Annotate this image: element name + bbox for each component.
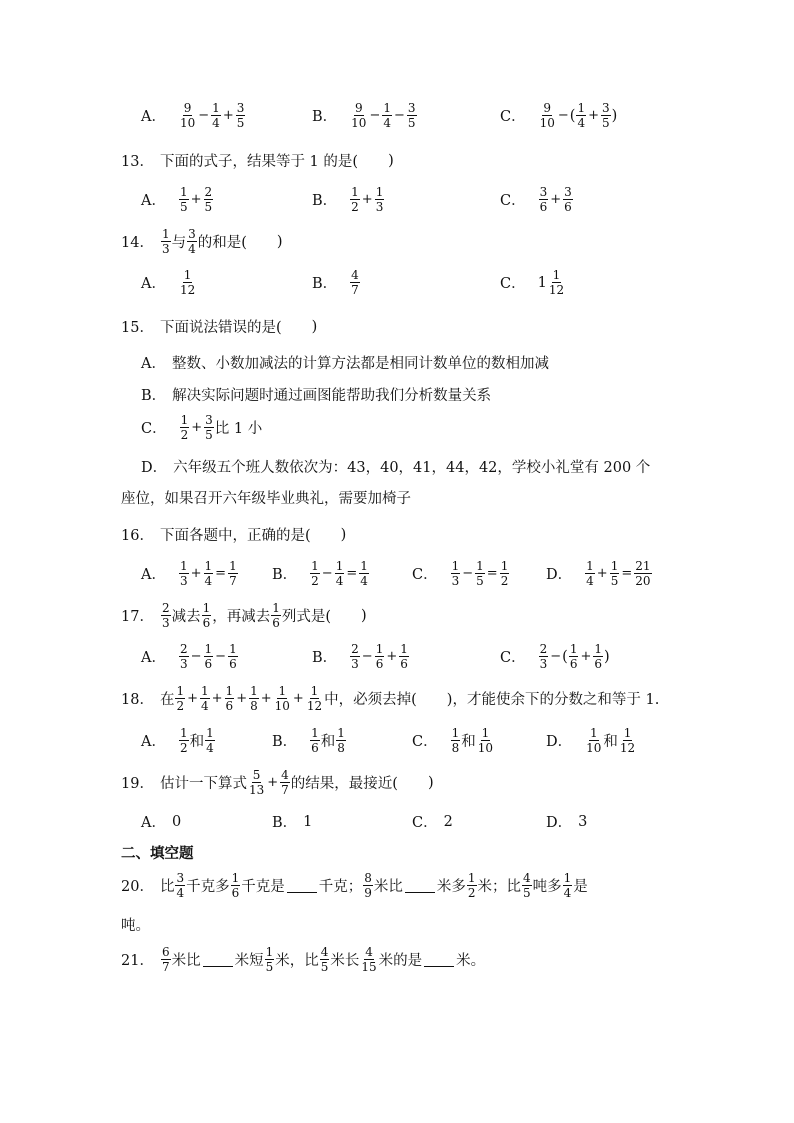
fraction: 8 9 [364, 871, 372, 900]
operator: − [190, 649, 202, 664]
fraction: 1 2 [176, 684, 185, 713]
option-label: B． [141, 388, 167, 404]
question-text: ，再减去 [212, 609, 271, 625]
right-paren: ) [611, 107, 618, 124]
option-label: A． [141, 109, 166, 125]
operator: + [580, 649, 592, 664]
question-text: 千克； [318, 879, 363, 895]
operator: + [267, 775, 279, 790]
fraction: $\frac{1}{6}$ [204, 642, 213, 671]
option-label: C． [500, 276, 526, 292]
fraction: 1 5 [179, 185, 188, 214]
fraction: 1 3 [179, 559, 188, 588]
q16-option-a[interactable] [141, 560, 239, 587]
question-text: 米比 [171, 953, 201, 969]
fraction: 2 3 [351, 642, 359, 671]
option-text: 整数、小数加减法的计算方法都是相同计数单位的数相加减 [171, 356, 549, 372]
fraction: $\frac{1}{5}$ [610, 559, 619, 588]
operator: − [462, 566, 474, 581]
question-text: 是 [573, 879, 588, 895]
option-label: C． [412, 734, 438, 750]
q13-option-b[interactable] [312, 186, 385, 213]
q15-option-d-continued [121, 487, 411, 508]
fraction: $\frac{3}{6}$ [564, 185, 572, 214]
fraction: $\frac{1}{4}$ [383, 101, 391, 130]
close-paren: ) [388, 152, 394, 169]
question-text: 米；比 [477, 879, 522, 895]
fraction: 1 6 [202, 601, 211, 630]
option-label: A． [141, 734, 166, 750]
operator: + [211, 691, 223, 706]
whole-number: 1 [537, 274, 547, 291]
fill-blank[interactable] [287, 878, 317, 893]
question-text: 吨多 [532, 879, 562, 895]
close-paren: ) [276, 233, 283, 250]
q19-option-a[interactable] [141, 811, 181, 832]
fraction: 1 12 [548, 268, 565, 297]
fraction: $\frac{3}{5}$ [407, 101, 416, 130]
fraction: 4 7 [351, 268, 359, 297]
q16-option-b[interactable] [272, 560, 370, 587]
question-text: 米短 [234, 953, 264, 969]
option-text: 比 1 小 [214, 421, 263, 437]
question-text: 米比 [373, 879, 403, 895]
fraction: 2 3 [539, 642, 548, 671]
option-label: C． [500, 193, 526, 209]
operator: − [557, 108, 569, 123]
question-text: 估计一下算式 [159, 776, 247, 792]
fraction: 9 10 [351, 101, 367, 130]
fraction: 3 4 [176, 871, 185, 900]
fraction: 1 8 [451, 726, 460, 755]
fraction: $\frac{1}{5}$ [476, 559, 484, 588]
fraction: 1 8 [337, 726, 345, 755]
operator: − [369, 108, 381, 123]
option-label: A． [141, 650, 166, 666]
operator: + [292, 691, 304, 706]
operator: − [321, 566, 333, 581]
question-text: 的结果，最接近( [290, 776, 398, 792]
question-number: 16． [121, 528, 154, 544]
fraction: 4 5 [523, 871, 531, 900]
operator: + [588, 108, 600, 123]
option-label: A． [141, 567, 166, 583]
option-label: C． [141, 421, 167, 437]
operator: − [361, 649, 373, 664]
question-text: 千克多 [186, 879, 230, 895]
operator: − [198, 108, 210, 123]
option-label: A． [141, 356, 166, 372]
q21-stem [121, 946, 485, 973]
fraction: 9 10 [179, 101, 196, 130]
option-text: 1 [303, 813, 313, 830]
question-text: 列式是( [281, 609, 332, 625]
option-label: D． [546, 815, 573, 831]
operator: + [386, 649, 398, 664]
operator: + [596, 566, 608, 581]
option-text: 座位，如果召开六年级毕业典礼，需要加椅子 [121, 491, 411, 507]
q12-option-a[interactable] [141, 102, 246, 129]
question-text: 比 [159, 879, 175, 895]
operator: − [550, 649, 562, 664]
question-text: 在 [159, 692, 175, 708]
question-text: 下面的式子，结果等于 1 的是( [159, 154, 359, 170]
option-label: B． [312, 193, 338, 209]
fraction: 1 2 [467, 871, 476, 900]
fraction: $\frac{2}{5}$ [204, 185, 213, 214]
fraction: 1 10 [586, 726, 602, 755]
q18-option-a[interactable] [141, 727, 216, 754]
operator: + [187, 691, 198, 706]
option-label: C． [500, 650, 526, 666]
equals-sign: = [215, 566, 227, 581]
question-text: 千克是 [241, 879, 285, 895]
q17-option-a[interactable] [141, 643, 239, 670]
fraction: 1 2 [180, 413, 189, 442]
fraction: 1 6 [231, 871, 240, 900]
q17-option-b[interactable] [312, 643, 410, 670]
equals-sign: = [346, 566, 358, 581]
option-label: A． [141, 815, 166, 831]
equals-sign: = [621, 566, 633, 581]
fraction: $\frac{1}{4}$ [204, 559, 213, 588]
q15-option-c[interactable] [141, 414, 262, 441]
fraction: $\frac{1}{4}$ [201, 684, 209, 713]
fraction: 1 2 [179, 726, 188, 755]
fraction: 1 6 [569, 642, 578, 671]
question-text: 的和是( [197, 235, 247, 251]
q13-option-c[interactable] [500, 186, 574, 213]
fraction: $\frac{1}{6}$ [229, 642, 237, 671]
fraction: $\frac{1}{8}$ [250, 684, 258, 713]
question-text: 下面各题中，正确的是( [159, 528, 311, 544]
option-label: B． [272, 734, 298, 750]
operator: + [190, 566, 202, 581]
fraction: 1 5 [265, 945, 274, 974]
q15-option-a[interactable] [141, 352, 549, 373]
question-text: )，才能使余下的分数之和等于 1. [446, 692, 660, 708]
q16-option-d[interactable] [546, 560, 653, 587]
fill-blank[interactable] [203, 952, 233, 967]
fraction: 1 2 [351, 185, 359, 214]
question-number: 20． [121, 879, 154, 895]
left-paren: ( [562, 648, 568, 665]
fraction: 1 4 [563, 871, 572, 900]
fraction: 1 2 [311, 559, 319, 588]
q19-stem [121, 769, 434, 796]
q15-option-d[interactable] [141, 456, 650, 477]
fraction: 4 15 [361, 945, 377, 974]
q16-stem [121, 524, 346, 545]
option-text: 和 [189, 734, 205, 750]
question-text: 吨。 [121, 918, 150, 934]
fraction: 1 4 [586, 559, 594, 588]
fraction: $\frac{1}{7}$ [229, 559, 237, 588]
q18-option-c[interactable] [412, 727, 495, 754]
option-label: A． [141, 276, 166, 292]
option-text: 六年级五个班人数依次为：43，40，41，44，42，学校小礼堂有 200 个 [173, 460, 651, 476]
question-text: 米，比 [275, 953, 319, 969]
option-label: D． [546, 734, 573, 750]
operator: − [393, 108, 405, 123]
q12-option-b[interactable] [312, 102, 418, 129]
fraction: $\frac{1}{3}$ [375, 185, 384, 214]
fraction: 1 6 [311, 726, 319, 755]
question-number: 15． [121, 320, 154, 336]
q14-option-b[interactable] [312, 269, 361, 296]
option-label: B． [312, 109, 338, 125]
fraction: 1 3 [451, 559, 460, 588]
question-number: 17． [121, 609, 154, 625]
fraction: $\frac{1}{4}$ [360, 559, 368, 588]
fraction: $\frac{1}{6}$ [225, 684, 234, 713]
operator: − [215, 649, 227, 664]
option-text: 和 [461, 734, 476, 750]
fraction: 9 10 [539, 101, 555, 130]
fraction: $\frac{3}{5}$ [236, 101, 245, 130]
fraction: 1 6 [272, 601, 280, 630]
q14-option-c[interactable] [500, 269, 566, 296]
q19-option-d[interactable] [546, 811, 587, 832]
q15-option-b[interactable] [141, 384, 491, 405]
question-number: 18． [121, 692, 154, 708]
q13-option-a[interactable] [141, 186, 214, 213]
q18-option-b[interactable] [272, 727, 347, 754]
close-paren: ) [311, 318, 318, 335]
fraction: $\frac{3}{5}$ [205, 413, 213, 442]
question-text: 米多 [436, 879, 466, 895]
question-text: 与 [171, 235, 187, 251]
option-label: D． [546, 567, 573, 583]
q12-option-c[interactable] [500, 102, 617, 129]
equals-sign: = [486, 566, 498, 581]
question-number: 19． [121, 776, 154, 792]
option-label: D． [141, 460, 168, 476]
fraction: $\frac{1}{6}$ [375, 642, 384, 671]
section-title: 二、填空题 [121, 845, 194, 862]
fraction: 1 12 [179, 268, 196, 297]
option-label: B． [272, 567, 298, 583]
question-text: 米的是 [378, 953, 423, 969]
fraction: $\frac{1}{6}$ [400, 642, 408, 671]
fraction: 1 3 [161, 227, 170, 256]
option-text: 0 [171, 813, 182, 830]
q14-option-a[interactable] [141, 269, 197, 296]
fraction: 2 3 [161, 601, 170, 630]
fraction: 5 13 [248, 768, 265, 797]
question-number: 21． [121, 953, 154, 969]
q17-option-c[interactable] [500, 643, 610, 670]
left-paren: ( [569, 107, 576, 124]
fraction: 3 6 [539, 185, 548, 214]
q18-option-d[interactable] [546, 727, 637, 754]
fraction: 6 7 [161, 945, 170, 974]
option-label: A． [141, 193, 166, 209]
question-text: 中，必须去掉( [324, 692, 417, 708]
q16-option-c[interactable] [412, 560, 510, 587]
q17-stem [121, 602, 367, 629]
operator: + [550, 192, 562, 207]
fraction: 2 3 [179, 642, 188, 671]
option-label: C． [500, 109, 526, 125]
fraction: 1 4 [577, 101, 586, 130]
fraction: $\frac{1}{4}$ [335, 559, 344, 588]
fraction: $\frac{21}{20}$ [635, 559, 651, 588]
close-paren: ) [427, 774, 434, 791]
fraction: $\frac{1}{2}$ [500, 559, 509, 588]
fraction: $\frac{3}{5}$ [602, 101, 610, 130]
q19-option-b[interactable] [272, 811, 312, 832]
fill-blank[interactable] [405, 878, 435, 893]
right-paren: ) [604, 648, 610, 665]
option-text: 解决实际问题时通过画图能帮助我们分析数量关系 [172, 388, 492, 404]
fraction: $\frac{1}{10}$ [274, 684, 290, 713]
option-label: B． [272, 815, 298, 831]
fraction: 1 4 [206, 726, 214, 755]
option-label: C． [412, 815, 438, 831]
option-text: 3 [578, 813, 588, 830]
operator: + [260, 691, 272, 706]
option-text: 和 [320, 734, 336, 750]
q20-continued [121, 914, 150, 935]
operator: + [361, 192, 373, 207]
q19-option-c[interactable] [412, 811, 453, 832]
q18-stem [121, 685, 659, 712]
close-paren: ) [361, 607, 367, 624]
question-text: 米。 [456, 953, 486, 969]
option-text: 和 [603, 734, 618, 750]
question-number: 13． [121, 154, 154, 170]
question-text: 下面说法错误的是( [159, 320, 282, 336]
fraction: $\frac{1}{4}$ [212, 101, 220, 130]
fill-blank[interactable] [424, 952, 454, 967]
question-number: 14． [121, 235, 154, 251]
fraction: 1 10 [477, 726, 494, 755]
operator: + [191, 420, 203, 435]
option-label: B． [312, 276, 338, 292]
fraction: 1 12 [619, 726, 636, 755]
q13-stem [121, 150, 394, 171]
option-text: 2 [443, 813, 453, 830]
q15-stem [121, 316, 317, 337]
q14-stem [121, 228, 283, 255]
fraction: 4 5 [320, 945, 329, 974]
operator: + [222, 108, 234, 123]
operator: + [190, 192, 202, 207]
question-text: 减去 [171, 609, 201, 625]
question-text: 米长 [330, 953, 360, 969]
fraction: $\frac{1}{12}$ [306, 684, 323, 713]
q20-stem [121, 872, 588, 899]
close-paren: ) [340, 526, 347, 543]
fraction: $\frac{4}{7}$ [281, 768, 289, 797]
option-label: B． [312, 650, 338, 666]
fraction: $\frac{1}{6}$ [594, 642, 603, 671]
fraction: 3 4 [188, 227, 196, 256]
option-label: C． [412, 567, 438, 583]
operator: + [236, 691, 248, 706]
